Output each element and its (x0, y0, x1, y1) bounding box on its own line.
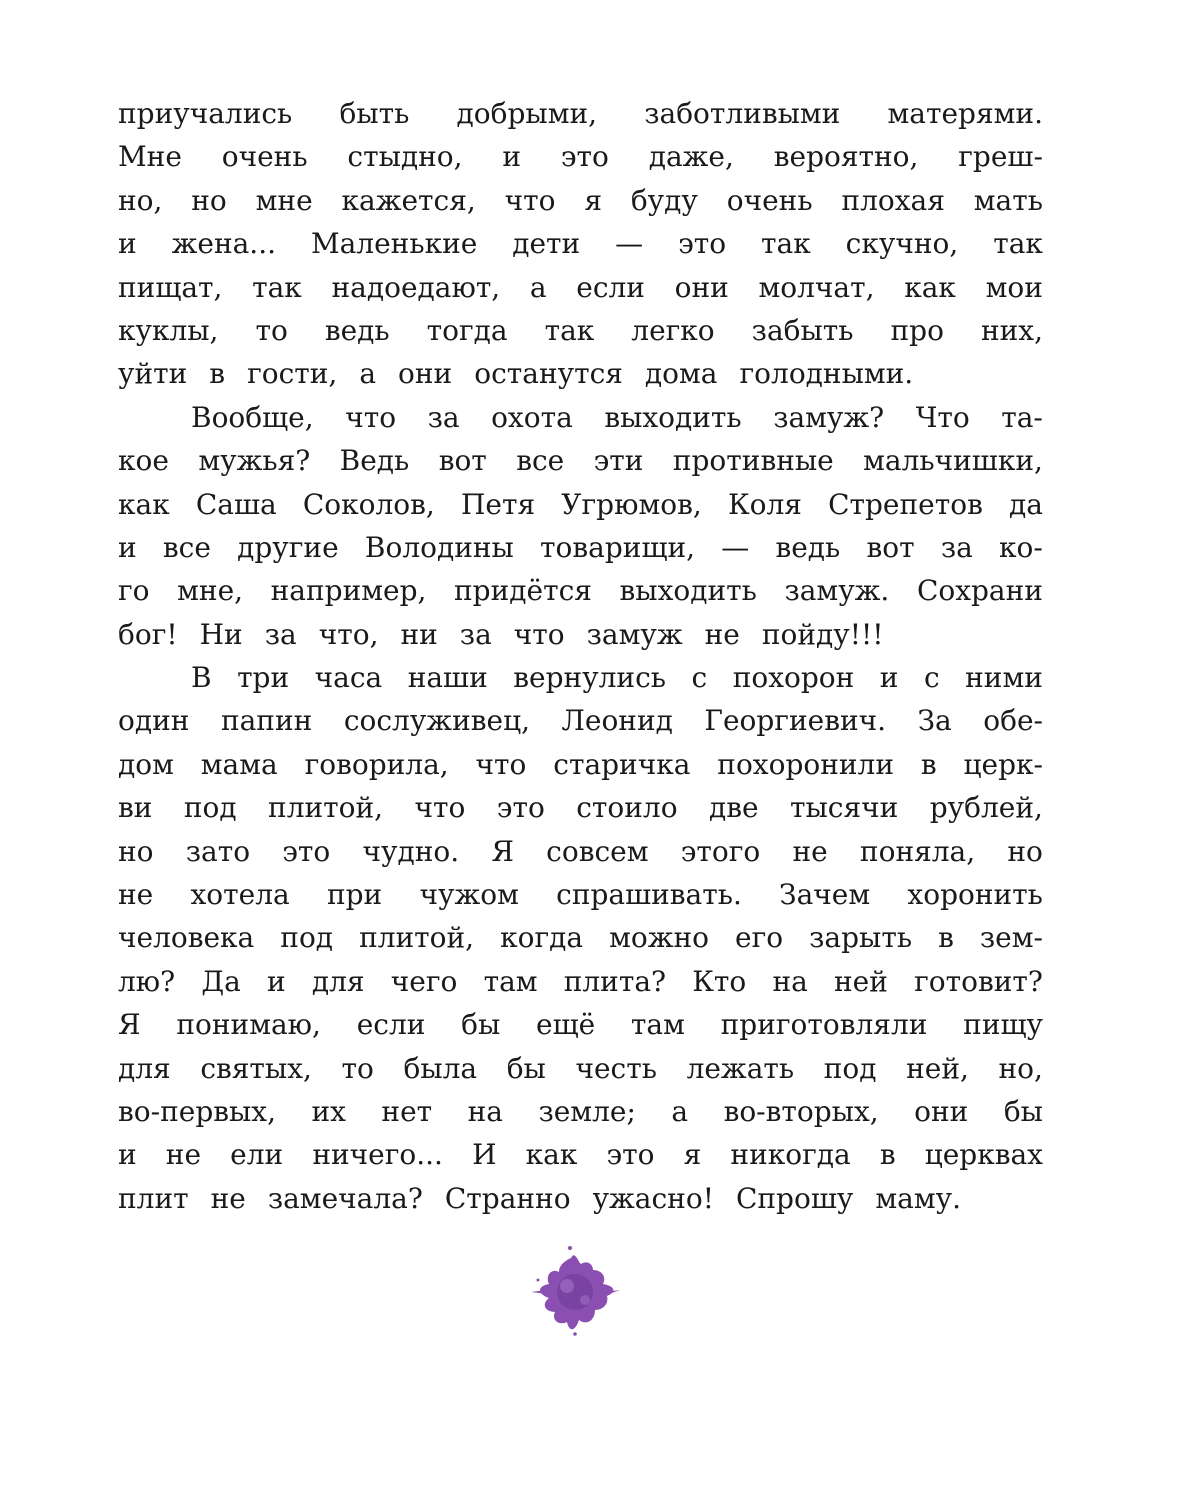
word: ними (965, 661, 1043, 695)
text-line (118, 222, 1043, 265)
word: гости, (247, 357, 338, 391)
word: один (118, 704, 190, 738)
word: даже, (648, 140, 734, 174)
text-line (118, 439, 1043, 482)
word: но, (118, 183, 163, 217)
word: дети (512, 227, 581, 261)
word: никогда (730, 1138, 851, 1172)
word: вероятно, (773, 140, 919, 174)
text-line (118, 699, 1043, 742)
word: две (709, 791, 759, 825)
word: ничего... (312, 1138, 443, 1172)
word: то (255, 313, 288, 347)
word: Угрюмов, (561, 487, 702, 521)
word: мать (973, 183, 1043, 217)
word: плит (118, 1181, 189, 1215)
word: его (735, 921, 784, 955)
word: чужом (419, 878, 519, 912)
word: но (1007, 834, 1043, 868)
word: вот (866, 530, 915, 564)
word: они (914, 1094, 969, 1128)
word: что (513, 617, 565, 651)
word: кое (118, 444, 169, 478)
word: для (118, 1051, 171, 1085)
word: зато (185, 834, 251, 868)
word: в (209, 357, 226, 391)
word: под (823, 1051, 877, 1085)
word: там (630, 1008, 685, 1042)
word: пищу (963, 1008, 1043, 1042)
word: но (191, 183, 227, 217)
word: придётся (454, 574, 592, 608)
word: как (525, 1138, 578, 1172)
word: что (475, 747, 527, 781)
word: стоило (576, 791, 678, 825)
word: плитой, (268, 791, 384, 825)
text-line (118, 830, 1043, 873)
word: не (792, 834, 828, 868)
word: для (311, 964, 365, 998)
word: этого (680, 834, 761, 868)
text-line (118, 656, 1043, 699)
word: спрашивать. (556, 878, 742, 912)
word: замуж. (784, 574, 890, 608)
word: и (118, 530, 137, 564)
word: плитой, (359, 921, 475, 955)
text-line (118, 309, 1043, 352)
word: зем- (979, 921, 1043, 955)
word: при (326, 878, 383, 912)
word: но (118, 834, 154, 868)
word: ни (400, 617, 438, 651)
word: другие (237, 530, 339, 564)
word: во-вторых, (723, 1094, 879, 1128)
word: ней (834, 964, 888, 998)
word: Стрепетов (828, 487, 983, 521)
word: говорила, (304, 747, 449, 781)
body-text (118, 92, 1043, 1220)
word: так (544, 313, 595, 347)
word: тогда (426, 313, 508, 347)
word: уйти (118, 357, 188, 391)
word: очень (221, 140, 308, 174)
word: старичка (553, 747, 691, 781)
word: я (584, 183, 602, 217)
word: наши (407, 661, 488, 695)
text-line (118, 786, 1043, 829)
word: Петя (460, 487, 536, 521)
word: и (502, 140, 522, 174)
word: в (879, 1138, 896, 1172)
word: не (704, 617, 740, 651)
word: дом (118, 747, 174, 781)
word: Ведь (339, 444, 410, 478)
word: если (356, 1008, 426, 1042)
word: совсем (546, 834, 649, 868)
word: на (772, 964, 808, 998)
word: готовит? (914, 964, 1043, 998)
word: рублей, (929, 791, 1043, 825)
word: то (341, 1051, 374, 1085)
text-line (118, 613, 1043, 656)
word: греш- (958, 140, 1043, 174)
word: Маленькие (310, 227, 478, 261)
word: с (923, 661, 940, 695)
word: часа (314, 661, 383, 695)
word: а (671, 1094, 689, 1128)
text-line (118, 1090, 1043, 1133)
word: заботливыми (644, 97, 841, 130)
word: была (403, 1051, 478, 1085)
word: приучались (118, 97, 293, 130)
word: с (691, 661, 708, 695)
word: церквах (924, 1138, 1043, 1172)
word: хотела (190, 878, 290, 912)
text-line (118, 526, 1043, 569)
word: в (938, 921, 954, 955)
word: Коля (727, 487, 802, 521)
word: Я (491, 834, 514, 868)
word: замечала? (267, 1181, 423, 1215)
word: молчат, (758, 270, 875, 304)
word: замуж? (773, 400, 885, 434)
word: так (761, 227, 811, 261)
word: человека (118, 921, 255, 955)
word: все (162, 530, 211, 564)
word: под (280, 921, 334, 955)
word: все (516, 444, 565, 478)
word: понимаю, (176, 1008, 321, 1042)
word: про (890, 313, 944, 347)
text-line (118, 1003, 1043, 1046)
word: тысячи (790, 791, 899, 825)
word: чудно. (362, 834, 460, 868)
word: бы (1003, 1094, 1043, 1128)
word: вот (438, 444, 487, 478)
word: ведь (324, 313, 390, 347)
word: да (1009, 487, 1043, 521)
word: это (560, 140, 609, 174)
word: зарыть (809, 921, 913, 955)
word: что (345, 400, 397, 434)
word: как (118, 487, 170, 521)
word: лежать (686, 1051, 795, 1085)
word: в (920, 747, 937, 781)
word: честь (575, 1051, 657, 1085)
word: мне (255, 183, 313, 217)
word: В (191, 661, 212, 695)
word: выходить (604, 400, 742, 434)
word: Вообще, (191, 400, 314, 434)
word: сослуживец, (343, 704, 530, 738)
word: очень (726, 183, 813, 217)
word: ещё (536, 1008, 596, 1042)
word: го (118, 574, 150, 608)
word: поняла, (859, 834, 976, 868)
word: Что (915, 400, 970, 434)
word: Саша (195, 487, 277, 521)
word: ви (118, 791, 153, 825)
word: стыдно, (347, 140, 463, 174)
word: на (467, 1094, 503, 1128)
word: ко- (999, 530, 1043, 564)
word: ужасно! (592, 1181, 714, 1215)
word: не (165, 1138, 202, 1172)
word: они (674, 270, 729, 304)
word: это (678, 227, 727, 261)
text-line (118, 1177, 1043, 1220)
word: мальчишки, (863, 444, 1043, 478)
word: маму. (875, 1181, 961, 1215)
word: так (993, 227, 1043, 261)
word: они (398, 357, 453, 391)
word: Володины (364, 530, 514, 564)
word: за (264, 617, 297, 651)
word: вернулись (513, 661, 667, 695)
text-line (118, 135, 1043, 178)
word: Леонид (561, 704, 673, 738)
word: плохая (841, 183, 945, 217)
word: земле; (538, 1094, 636, 1128)
word: надоедают, (331, 270, 501, 304)
word: та- (1001, 400, 1043, 434)
word: похорон (732, 661, 855, 695)
word: мне, (177, 574, 244, 608)
word: не (118, 878, 154, 912)
text-line (118, 873, 1043, 916)
word: пищат, (118, 270, 223, 304)
word: обе- (983, 704, 1043, 738)
word: чего (390, 964, 458, 998)
text-line (118, 179, 1043, 222)
word: товарищи, (540, 530, 696, 564)
word: пойду!!! (761, 617, 884, 651)
word: добрыми, (456, 97, 598, 130)
text-line (118, 1133, 1043, 1176)
word: три (237, 661, 290, 695)
word: Зачем (779, 878, 871, 912)
text-line (118, 916, 1043, 959)
word: мужья? (198, 444, 311, 478)
word: а (359, 357, 377, 391)
word: и (118, 1138, 137, 1172)
word: папин (220, 704, 313, 738)
word: это (606, 1138, 655, 1172)
word: что (504, 183, 556, 217)
word: и (879, 661, 899, 695)
word: за (459, 617, 492, 651)
word: легко (631, 313, 715, 347)
word: церк- (963, 747, 1043, 781)
word: и (118, 227, 137, 261)
text-line (118, 396, 1043, 439)
word: лю? (118, 964, 176, 998)
word: Ни (199, 617, 243, 651)
word: охота (491, 400, 573, 434)
word: ведь (775, 530, 841, 564)
word: мама (200, 747, 278, 781)
text-line (118, 1047, 1043, 1090)
word: них, (980, 313, 1043, 347)
text-line (118, 92, 1043, 135)
word: это (496, 791, 545, 825)
word: ели (230, 1138, 284, 1172)
word: бог! (118, 617, 178, 651)
word: выходить (619, 574, 757, 608)
word: Георгиевич. (704, 704, 887, 738)
word: святых, (200, 1051, 312, 1085)
word: за (427, 400, 460, 434)
word: Сохрани (916, 574, 1043, 608)
word: их (311, 1094, 346, 1128)
word: — (721, 530, 750, 564)
word: под (183, 791, 237, 825)
word: что (414, 791, 466, 825)
word: хоронить (907, 878, 1043, 912)
word: если (576, 270, 645, 304)
word: замуж (586, 617, 683, 651)
word: И (472, 1138, 497, 1172)
word: останутся (474, 357, 623, 391)
word: дома (644, 357, 718, 391)
word: Соколов, (302, 487, 435, 521)
word: Кто (692, 964, 747, 998)
word: во-первых, (118, 1094, 276, 1128)
ink-blot-icon (523, 1240, 623, 1340)
word: например, (270, 574, 427, 608)
text-line (118, 960, 1043, 1003)
word: и (267, 964, 286, 998)
word: — (615, 227, 644, 261)
word: ней, (906, 1051, 969, 1085)
word: мои (985, 270, 1043, 304)
word: там (483, 964, 538, 998)
word: Странно (444, 1181, 571, 1215)
word: быть (339, 97, 410, 130)
word: кажется, (341, 183, 476, 217)
word: так (252, 270, 302, 304)
word: Мне (118, 140, 182, 174)
text-line (118, 483, 1043, 526)
word: Спрошу (735, 1181, 854, 1215)
word: противные (672, 444, 834, 478)
word: а (529, 270, 547, 304)
word: скучно, (845, 227, 959, 261)
word: когда (500, 921, 584, 955)
word: что, (318, 617, 379, 651)
word: за (940, 530, 973, 564)
word: Да (201, 964, 241, 998)
word: эти (593, 444, 644, 478)
word: плита? (563, 964, 667, 998)
word: буду (630, 183, 698, 217)
word: За (917, 704, 952, 738)
word: забыть (751, 313, 854, 347)
word: похоронили (717, 747, 895, 781)
word: куклы, (118, 313, 219, 347)
word: как (904, 270, 956, 304)
word: это (282, 834, 331, 868)
word: матерями. (887, 97, 1043, 130)
word: я (683, 1138, 702, 1172)
text-line (118, 569, 1043, 612)
text-line (118, 743, 1043, 786)
word: можно (609, 921, 710, 955)
word: бы (461, 1008, 501, 1042)
word: бы (506, 1051, 546, 1085)
word: голодными. (739, 357, 914, 391)
text-line (118, 266, 1043, 309)
word: но, (998, 1051, 1043, 1085)
word: Я (118, 1008, 141, 1042)
word: приготовляли (720, 1008, 928, 1042)
text-line (118, 352, 1043, 395)
word: жена... (171, 227, 276, 261)
word: не (210, 1181, 246, 1215)
word: нет (381, 1094, 433, 1128)
